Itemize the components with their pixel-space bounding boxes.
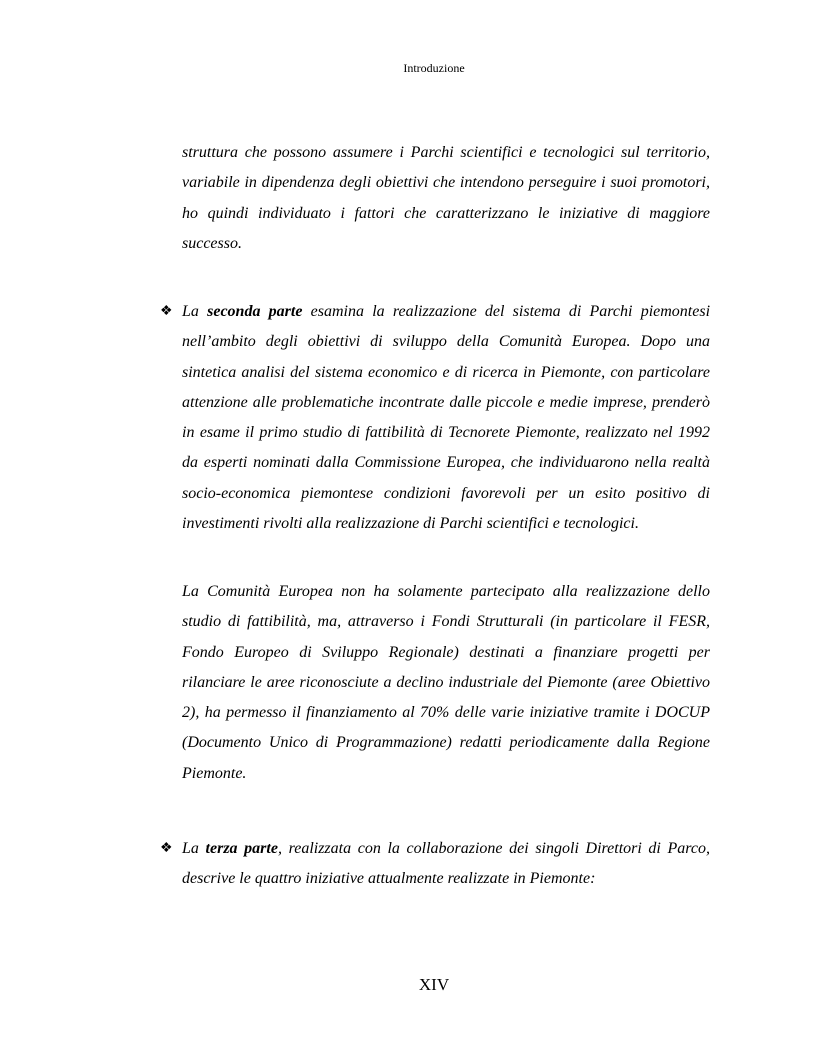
third-part-bold: terza parte [205,840,278,857]
paragraph-intro-continued: struttura che possono assumere i Parchi scientifici e tecnologici sul territorio, variabile in dipendenza degli obiettivi che intendono perseguire i suoi promotori, ho quindi individuato i fattori che caratterizzano le iniziative di maggiore successo. [182,144,710,252]
second-part-bold: seconda parte [207,303,303,320]
paragraph-community-funding: La Comunità Europea non ha solamente partecipato alla realizzazione dello studio di fattibilità, ma, attraverso i Fondi Strutturali (in particolare il FESR, Fondo Europeo di Sviluppo Regionale) destinati a finanziare progetti per rilanciare le aree riconosciute a declino industriale del Piemonte (aree Obiettivo 2), ha permesso il finanziamento al 70% delle varie iniziative tramite i DOCUP (Documento Unico di Programmazione) redatti periodicamente dalla Regione Piemonte. [182,583,710,782]
third-part-lead: La [182,840,199,857]
bullet-diamond-icon: ❖ [160,841,173,856]
paragraph-second-part [182,297,710,539]
paragraph-third-part [182,834,710,895]
third-part-text: , realizzata con la collaborazione dei singoli Direttori di Parco, descrive le quattro iniziative attualmente realizzate in Piemonte: [182,840,711,888]
page-number: XIV [418,975,450,994]
second-part-lead: La [182,303,199,320]
second-part-text: esamina la realizzazione del sistema di Parchi piemontesi nell’ambito degli obiettivi di sviluppo della Comunità Europea. Dopo una sintetica analisi del sistema economico e di ricerca in Piemonte, con particolare attenzione alle problematiche incontrate dalle piccole e medie imprese, prenderò in esame il primo studio di fattibilità di Tecnorete Piemonte, realizzato nel 1992 da esperti nominati dalla Commissione Europea, che individuarono nella realtà socio-economica piemontese condizioni favorevoli per un esito positivo di investimenti rivolti alla realizzazione di Parchi scientifici e tecnologici. [182,303,711,533]
page-header: Introduzione [403,61,465,75]
bullet-diamond-icon: ❖ [160,304,173,319]
